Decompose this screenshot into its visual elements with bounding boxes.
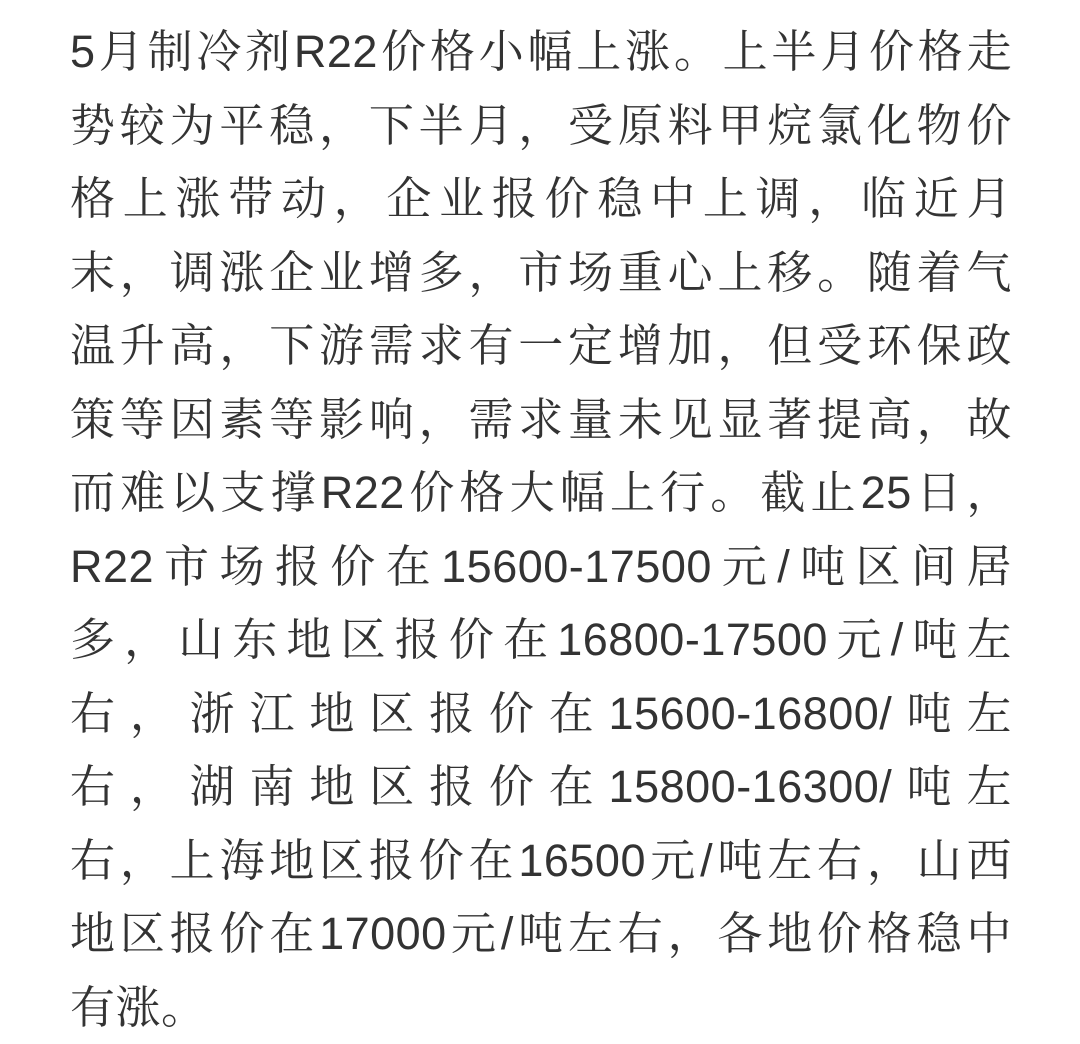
text-line: 有涨。	[70, 971, 1012, 1044]
text-line: 格上涨带动，企业报价稳中上调，临近月	[70, 162, 1012, 236]
text-line: 右，湖南地区报价在15800-16300/吨左	[70, 750, 1012, 824]
text-line: R22市场报价在15600-17500元/吨区间居	[70, 530, 1012, 604]
text-line: 右，上海地区报价在16500元/吨左右，山西	[70, 824, 1012, 898]
text-line: 而难以支撑R22价格大幅上行。截止25日，	[70, 456, 1012, 530]
text-line: 策等因素等影响，需求量未见显著提高，故	[70, 383, 1012, 457]
text-line: 温升高，下游需求有一定增加，但受环保政	[70, 309, 1012, 383]
text-line: 末，调涨企业增多，市场重心上移。随着气	[70, 236, 1012, 310]
text-line: 多，山东地区报价在16800-17500元/吨左	[70, 603, 1012, 677]
text-line: 势较为平稳，下半月，受原料甲烷氯化物价	[70, 89, 1012, 163]
text-line: 右，浙江地区报价在15600-16800/吨左	[70, 677, 1012, 751]
text-line: 5月制冷剂R22价格小幅上涨。上半月价格走	[70, 15, 1012, 89]
text-line: 地区报价在17000元/吨左右，各地价格稳中	[70, 897, 1012, 971]
